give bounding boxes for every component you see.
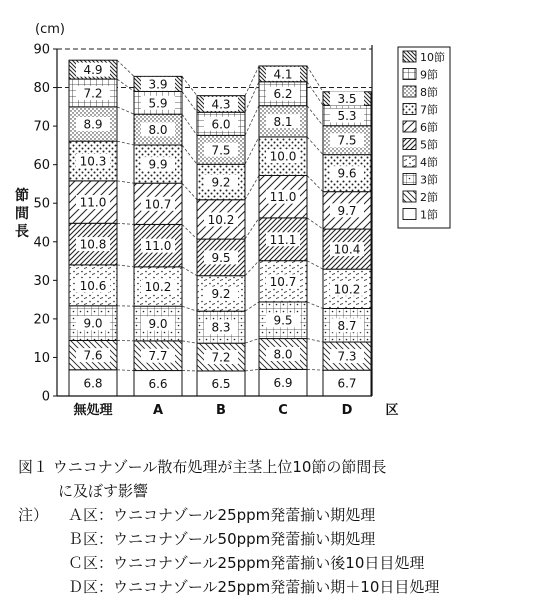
legend-swatch (403, 121, 416, 132)
data-label: 7.7 (148, 349, 168, 364)
legend-swatch (403, 104, 416, 115)
connector-line (307, 369, 323, 370)
legend-swatch (403, 139, 416, 150)
data-label: 8.1 (273, 114, 293, 129)
data-label: 8.0 (273, 347, 293, 362)
connector-line (117, 60, 134, 76)
y-tick-label: 60 (33, 158, 50, 174)
legend-swatch (403, 174, 416, 185)
figure-title-line1: 図１ ウニコナゾール散布処理が主茎上位10節の節間長 (18, 458, 387, 476)
legend-label: 3節 (420, 173, 438, 187)
data-label: 10.2 (144, 280, 172, 295)
data-label: 4.1 (273, 67, 293, 82)
data-label: 10.0 (269, 149, 297, 164)
data-label: 6.7 (337, 376, 357, 391)
data-label: 10.3 (79, 154, 107, 169)
legend-label: 2節 (420, 191, 438, 204)
data-label: 8.7 (337, 318, 357, 333)
data-label: 4.9 (83, 63, 103, 78)
connector-line (245, 261, 259, 276)
x-tick-label: D (341, 403, 353, 418)
bar-stack (134, 76, 182, 396)
connector-line (245, 82, 259, 112)
connector-line (245, 339, 259, 344)
data-label: 9.2 (211, 175, 231, 190)
y-tick-label: 50 (33, 196, 50, 212)
figure-title-line2: に及ぼす影響 (58, 482, 149, 500)
legend-label: 5節 (420, 138, 438, 152)
data-label: 6.8 (83, 376, 103, 391)
connector-line (307, 261, 323, 269)
data-label: 7.5 (337, 133, 357, 148)
connector-line (182, 341, 197, 343)
connector-line (307, 106, 323, 126)
connector-line (182, 183, 197, 200)
legend-swatch (403, 209, 416, 220)
y-axis-label-char: 長 (15, 224, 29, 240)
data-label: 9.5 (211, 250, 231, 265)
data-label: 6.9 (273, 376, 293, 391)
data-label: 4.3 (211, 97, 231, 112)
data-label: 11.0 (79, 195, 107, 210)
data-label: 9.9 (148, 157, 168, 172)
data-label: 7.6 (83, 348, 103, 363)
note-a: Ａ区：ウニコナゾール25ppm発蕾揃い期処理 (68, 506, 376, 524)
connector-line (245, 175, 259, 199)
connector-line (117, 265, 134, 267)
x-tick-label: C (278, 403, 288, 418)
figure-caption (18, 455, 548, 599)
connector-line (182, 224, 197, 239)
note-label: 注） (18, 506, 49, 524)
connector-line (117, 107, 134, 114)
y-tick-label: 10 (33, 350, 50, 366)
connector-line (245, 369, 259, 371)
legend-label: 9節 (420, 68, 438, 82)
data-label: 6.2 (273, 87, 293, 102)
data-label: 11.0 (144, 239, 172, 254)
y-tick-label: 40 (33, 235, 50, 251)
data-label: 7.2 (83, 86, 103, 101)
note-d: Ｄ区：ウニコナゾール25ppm発蕾揃い期＋10日目処理 (68, 578, 440, 596)
legend-label: 7節 (420, 103, 438, 117)
y-tick-label: 90 (33, 42, 50, 58)
x-axis-suffix-label: 区 (385, 403, 399, 418)
bar-stack (259, 66, 307, 396)
y-tick-label: 70 (33, 119, 50, 135)
connector-line (245, 302, 259, 311)
connector-line (117, 79, 134, 91)
legend-label: 1節 (420, 208, 438, 222)
legend-swatch (403, 51, 416, 62)
data-label: 7.3 (337, 349, 357, 364)
connector-line (182, 267, 197, 276)
data-label: 9.5 (273, 313, 293, 328)
data-label: 8.0 (148, 123, 168, 138)
legend-label: 4節 (420, 156, 438, 169)
connector-line (182, 306, 197, 311)
legend-swatch (403, 156, 416, 167)
y-tick-label: 0 (41, 389, 50, 405)
y-tick-label: 30 (33, 273, 50, 289)
x-tick-label: B (216, 403, 226, 418)
note-c: Ｃ区：ウニコナゾール25ppm発蕾揃い後10日目処理 (68, 554, 425, 572)
data-label: 8.3 (211, 320, 231, 335)
connector-line (182, 91, 197, 112)
x-tick-label: 無処理 (73, 403, 113, 418)
connector-line (182, 145, 197, 164)
connector-line (245, 218, 259, 239)
connector-line (117, 141, 134, 145)
note-row-a (18, 503, 548, 527)
data-label: 6.0 (211, 117, 231, 132)
data-label: 7.5 (211, 143, 231, 158)
data-label: 9.0 (83, 316, 103, 331)
data-label: 9.0 (148, 317, 168, 332)
y-axis-label-char: 節 (15, 188, 29, 204)
data-label: 5.9 (148, 96, 168, 111)
connector-line (245, 106, 259, 136)
connector-line (117, 370, 134, 371)
data-label: 3.9 (148, 77, 168, 92)
data-label: 10.2 (333, 282, 361, 297)
data-label: 11.0 (269, 190, 297, 205)
data-label: 9.7 (337, 203, 357, 218)
connector-line (307, 302, 323, 309)
legend-label: 8節 (420, 86, 438, 99)
connector-line (307, 137, 323, 155)
data-label: 9.2 (211, 286, 231, 301)
legend-label: 10節 (420, 51, 445, 64)
connector-line (117, 223, 134, 224)
x-tick-label: A (152, 403, 164, 418)
data-label: 3.5 (337, 92, 357, 107)
data-label: 7.2 (211, 350, 231, 365)
connector-line (117, 181, 134, 183)
data-label: 10.6 (79, 278, 107, 293)
data-label: 8.9 (83, 117, 103, 132)
legend-swatch (403, 69, 416, 80)
connector-line (182, 114, 197, 135)
data-label: 10.7 (144, 197, 172, 212)
y-tick-label: 20 (33, 312, 50, 328)
connector-line (307, 339, 323, 342)
bar-stack (323, 92, 371, 396)
connector-line (307, 82, 323, 106)
y-unit-label: (cm) (35, 22, 65, 37)
connector-line (307, 175, 323, 191)
bar-stack (197, 96, 245, 396)
data-label: 10.8 (79, 237, 107, 252)
connector-line (182, 76, 197, 95)
data-label: 5.3 (337, 109, 357, 124)
data-label: 9.6 (337, 166, 357, 181)
connector-line (245, 66, 259, 96)
legend-swatch (403, 191, 416, 202)
connector-line (307, 218, 323, 229)
data-label: 6.5 (211, 376, 231, 391)
y-axis-label-char: 間 (15, 206, 29, 222)
legend-swatch (403, 86, 416, 97)
connector-line (245, 137, 259, 164)
data-label: 6.6 (148, 376, 168, 391)
data-label: 10.2 (207, 212, 235, 227)
data-label: 10.4 (333, 242, 361, 257)
y-tick-label: 80 (33, 81, 50, 97)
bar-stack (69, 60, 117, 396)
note-b: Ｂ区：ウニコナゾール50ppm発蕾揃い期処理 (68, 530, 376, 548)
data-label: 11.1 (269, 232, 297, 247)
data-label: 10.7 (269, 274, 297, 289)
legend-label: 6節 (420, 121, 438, 134)
